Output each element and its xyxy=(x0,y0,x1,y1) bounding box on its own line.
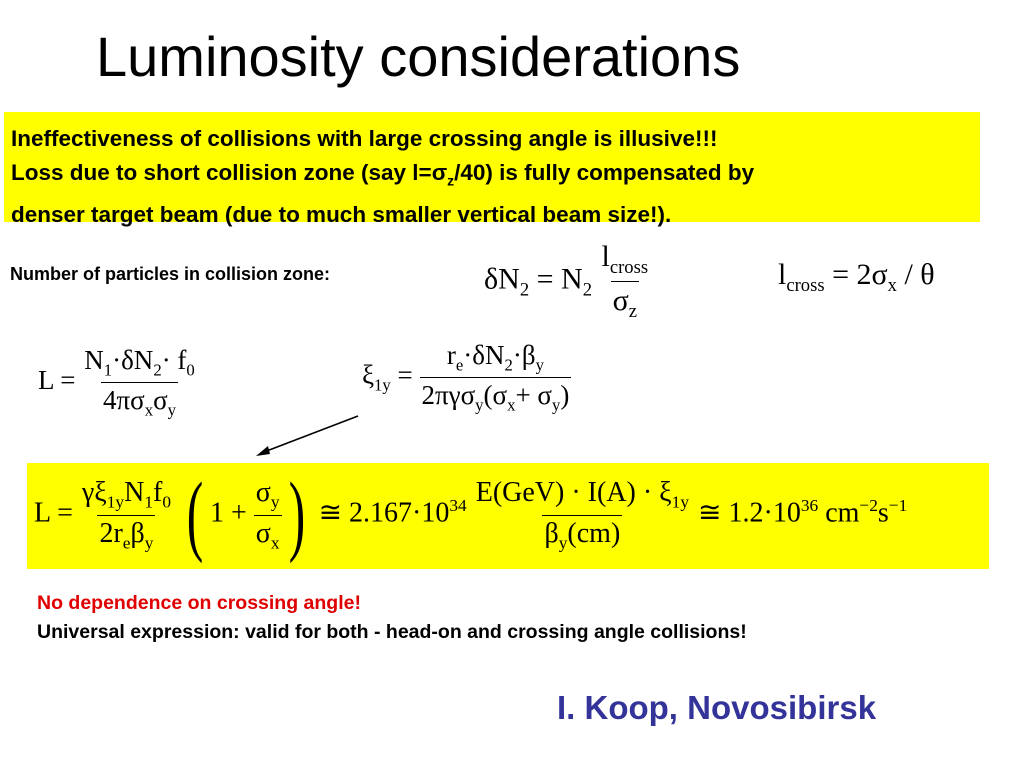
sub: 2 xyxy=(504,355,513,375)
note-no-crossing-dependence: No dependence on crossing angle! xyxy=(37,592,361,614)
sigma-symbol: σ xyxy=(153,385,168,416)
formula-lcross xyxy=(778,258,935,297)
n-symbol: N xyxy=(561,262,583,296)
sub: y xyxy=(167,400,176,420)
sub: x xyxy=(144,400,154,420)
dn-symbol: ·δN xyxy=(112,345,154,375)
sub: e xyxy=(122,533,131,553)
den-a: 2r xyxy=(99,517,123,549)
x-sub: x xyxy=(887,275,897,296)
equals-sign: = xyxy=(536,262,554,296)
sub: x xyxy=(507,395,516,415)
frac-den xyxy=(420,377,572,415)
sub: 0 xyxy=(162,492,172,512)
formula-tune-shift xyxy=(362,340,571,416)
left-paren-icon: ( xyxy=(186,465,204,564)
final-fraction-1 xyxy=(80,477,173,553)
equals-two: = 2 xyxy=(832,258,872,291)
author-credit: I. Koop, Novosibirsk xyxy=(557,689,877,726)
slide-title: Luminosity considerations xyxy=(96,25,741,88)
sub: x xyxy=(270,533,280,553)
dn-symbol: δN xyxy=(484,262,520,296)
l-equals: L = xyxy=(34,497,73,529)
sub: y xyxy=(270,492,280,512)
one-plus: 1 + xyxy=(210,497,247,529)
den-c: + σ xyxy=(515,380,552,411)
sigma-symbol: σ xyxy=(255,476,271,508)
sub: 1 xyxy=(144,492,153,512)
sub: y xyxy=(551,395,561,415)
sigma-symbol: σ xyxy=(871,258,888,291)
sub: y xyxy=(144,533,154,553)
r-symbol: r xyxy=(446,340,456,370)
exp-34: 34 xyxy=(449,496,467,516)
sigma-symbol: σ xyxy=(255,517,271,549)
sub: 2 xyxy=(153,360,162,380)
f-symbol: f xyxy=(153,476,163,508)
l-equals: L = xyxy=(38,365,76,396)
l-symbol: l xyxy=(601,240,610,273)
frac-den xyxy=(542,515,622,554)
highlight-line-2b: /40) is fully compensated by xyxy=(454,160,755,185)
num-text: E(GeV) · I(A) · ξ xyxy=(475,476,672,508)
l-symbol: l xyxy=(778,258,787,291)
approx-2: ≅ 1.2·10 xyxy=(698,497,801,529)
right-paren-icon: ) xyxy=(288,465,305,564)
unit-s: s xyxy=(877,497,889,529)
frac-num xyxy=(82,345,197,382)
lcross-over-sigmaz xyxy=(600,240,651,323)
highlight-line-2a: Loss due to short collision zone (say l=σ xyxy=(11,160,448,185)
formula-delta-n2 xyxy=(484,240,650,323)
final-fraction-2 xyxy=(474,477,691,553)
xi-sub: 1y xyxy=(374,375,391,395)
den-d: ) xyxy=(560,380,570,411)
n-symbol: N xyxy=(84,345,104,375)
frac-num xyxy=(474,477,691,515)
formula-luminosity xyxy=(38,345,197,421)
unit-cm: cm xyxy=(818,497,860,529)
sub: 1y xyxy=(671,492,690,512)
dn-sub: 2 xyxy=(519,279,530,301)
sub: 0 xyxy=(186,360,195,380)
f-symbol: · f xyxy=(161,345,187,375)
n-symbol: N xyxy=(124,476,145,508)
particles-label: Number of particles in collision zone: xyxy=(10,264,331,284)
gamma-xi: γξ xyxy=(81,476,107,508)
sub: 1 xyxy=(103,360,113,380)
sub: y xyxy=(475,395,484,415)
beta-symbol: ·β xyxy=(512,340,536,370)
highlight-line-2-sub: z xyxy=(447,172,455,189)
sub: e xyxy=(455,355,464,375)
formula-final xyxy=(34,465,908,564)
highlight-box xyxy=(4,112,980,227)
cross-sub: cross xyxy=(609,257,649,278)
sigma-symbol: σ xyxy=(612,284,629,317)
exp-36: 36 xyxy=(800,496,819,516)
n-sub: 2 xyxy=(582,279,592,301)
arrow-icon xyxy=(250,412,362,460)
tune-shift-fraction xyxy=(420,340,572,416)
exp-m1: −1 xyxy=(888,496,908,516)
sub: y xyxy=(558,533,568,553)
frac-den xyxy=(611,281,639,323)
exp-m2: −2 xyxy=(859,496,878,516)
den-a: 2πγσ xyxy=(421,380,476,411)
frac-num xyxy=(600,240,651,281)
frac-num xyxy=(445,340,546,377)
dn-symbol: ·δN xyxy=(463,340,505,370)
equals-sign: = xyxy=(397,360,413,391)
cm-text: (cm) xyxy=(567,517,621,549)
sub: y xyxy=(535,355,544,375)
den-b: (σ xyxy=(483,380,508,411)
beta-symbol: β xyxy=(544,517,559,549)
sigma-ratio xyxy=(254,477,282,553)
den-text: 4πσ xyxy=(103,385,145,416)
cross-sub: cross xyxy=(786,275,825,296)
frac-den xyxy=(97,515,155,554)
sub: 1y xyxy=(106,492,125,512)
highlight-line-3: denser target beam (due to much smaller vertical beam size!). xyxy=(11,201,672,227)
luminosity-fraction xyxy=(82,345,197,421)
frac-den xyxy=(254,515,282,554)
div-theta: / θ xyxy=(904,258,935,291)
xi-symbol: ξ xyxy=(362,360,375,391)
frac-num xyxy=(254,477,282,515)
note-universal-expression: Universal expression: valid for both - head-on and crossing angle collisions! xyxy=(37,621,747,643)
approx-1: ≅ 2.167·10 xyxy=(318,497,450,529)
highlight-line-1: Ineffectiveness of collisions with large crossing angle is illusive!!! xyxy=(11,126,718,151)
frac-den xyxy=(101,382,178,420)
frac-num xyxy=(80,477,173,515)
z-sub: z xyxy=(628,301,637,322)
highlight-line-2 xyxy=(11,156,980,198)
beta-symbol: β xyxy=(130,517,145,549)
